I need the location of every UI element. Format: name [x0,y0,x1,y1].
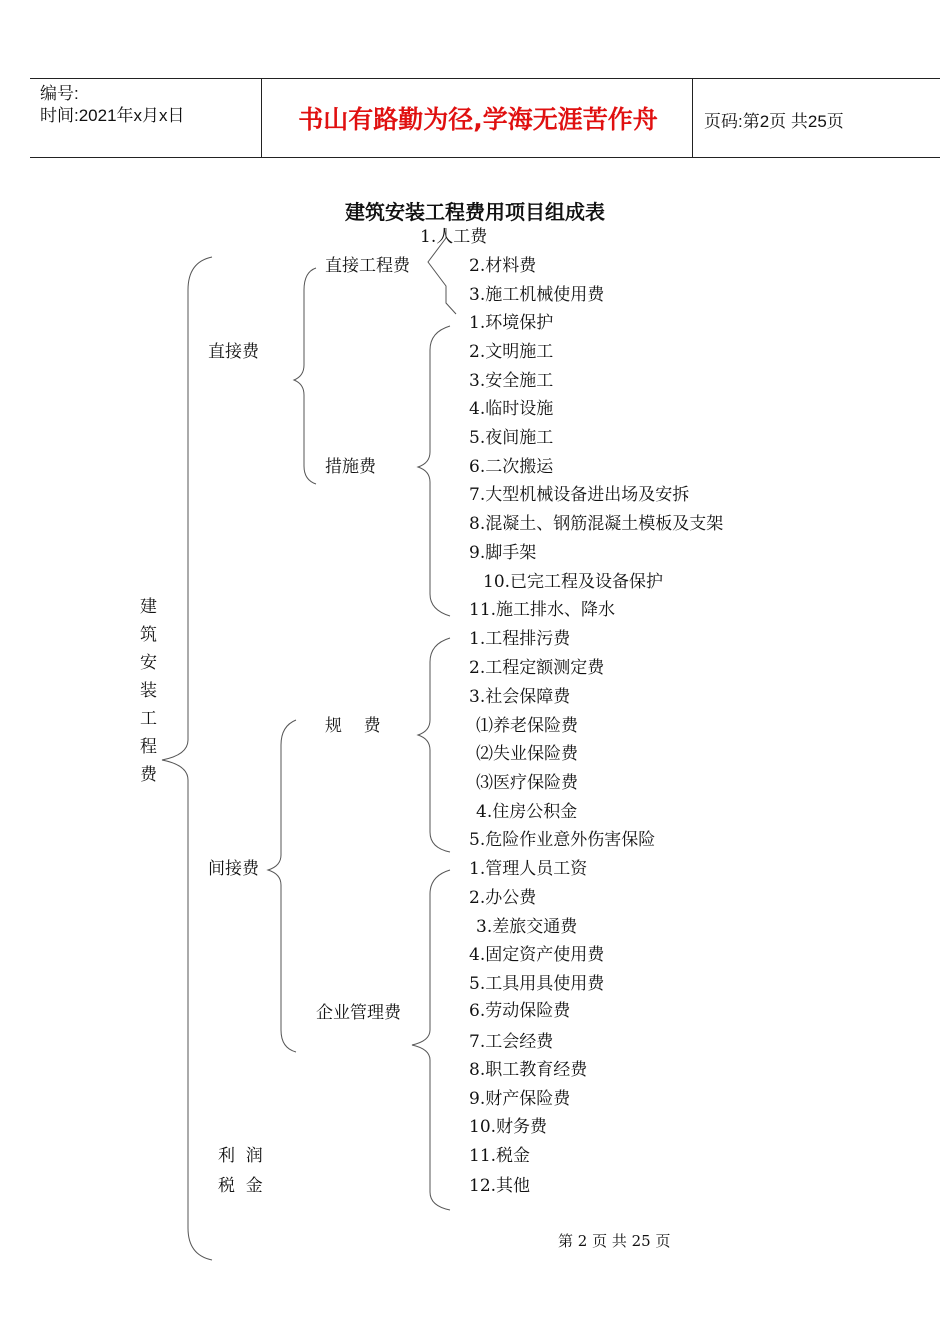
enterprise-brace [412,870,450,1210]
list-item: 1.工程排污费 [469,629,571,649]
indirect-brace [268,720,296,1052]
list-item: 12.其他 [469,1176,531,1196]
list-item: 1.环境保护 [469,313,554,333]
fees-label: 规 费 [325,716,381,736]
tax-label: 税 金 [218,1176,263,1196]
list-item: 11.施工排水、降水 [469,600,616,620]
list-item: 2.文明施工 [469,342,554,362]
list-item: 5.危险作业意外伤害保险 [469,830,656,850]
list-item: 7.工会经费 [469,1032,554,1052]
list-item: 3.施工机械使用费 [469,285,605,305]
list-item: 6.劳动保险费 [469,1001,571,1021]
list-item: 9.脚手架 [469,543,537,563]
measures-brace [418,326,450,616]
list-item: 11.税金 [469,1146,531,1166]
number-label: 编号: [40,84,79,103]
list-item: 10.已完工程及设备保护 [483,572,664,592]
list-item: 3.安全施工 [469,371,554,391]
root-brace [162,257,212,1260]
profit-label: 利 润 [218,1146,263,1166]
root-label [131,597,156,803]
direct-engineering-label: 直接工程费 [325,256,410,276]
header-motto: 书山有路勤为径,学海无涯苦作舟 [298,105,658,134]
list-item: 2.材料费 [469,256,537,276]
list-item: 10.财务费 [469,1117,548,1137]
list-item: 4.住房公积金 [476,802,578,822]
page-footer: 第 2 页 共 25 页 [558,1232,671,1250]
list-item: 8.职工教育经费 [469,1060,588,1080]
document-title: 建筑安装工程费用项目组成表 [345,200,605,224]
list-item: ⑵失业保险费 [476,744,578,764]
list-item: 3.社会保障费 [469,687,571,707]
list-item: 1.人工费 [420,227,488,247]
list-item: 2.工程定额测定费 [469,658,605,678]
list-item: 8.混凝土、钢筋混凝土模板及支架 [469,514,724,534]
list-item: 9.财产保险费 [469,1089,571,1109]
list-item: 1.管理人员工资 [469,859,588,879]
header-page-info: 页码:第2页 共25页 [704,112,844,131]
time-label: 时间:2021年x月x日 [40,106,185,125]
enterprise-management-label: 企业管理费 [316,1003,401,1023]
direct-eng-brace [428,238,456,314]
list-item: 3.差旅交通费 [476,917,578,937]
list-item: 5.夜间施工 [469,428,554,448]
indirect-cost-label: 间接费 [208,859,259,879]
list-item: 7.大型机械设备进出场及安拆 [469,485,690,505]
list-item: ⑶医疗保险费 [476,773,578,793]
list-item: 2.办公费 [469,888,537,908]
direct-cost-label: 直接费 [208,342,259,362]
direct-brace [294,268,316,484]
list-item: 4.临时设施 [469,399,554,419]
list-item: 4.固定资产使用费 [469,945,605,965]
list-item: 6.二次搬运 [469,457,554,477]
list-item: ⑴养老保险费 [476,716,578,736]
measures-label: 措施费 [325,457,376,477]
root-text: 建筑安装工程费 [136,597,156,793]
list-item: 5.工具用具使用费 [469,974,605,994]
fees-brace [418,638,450,852]
